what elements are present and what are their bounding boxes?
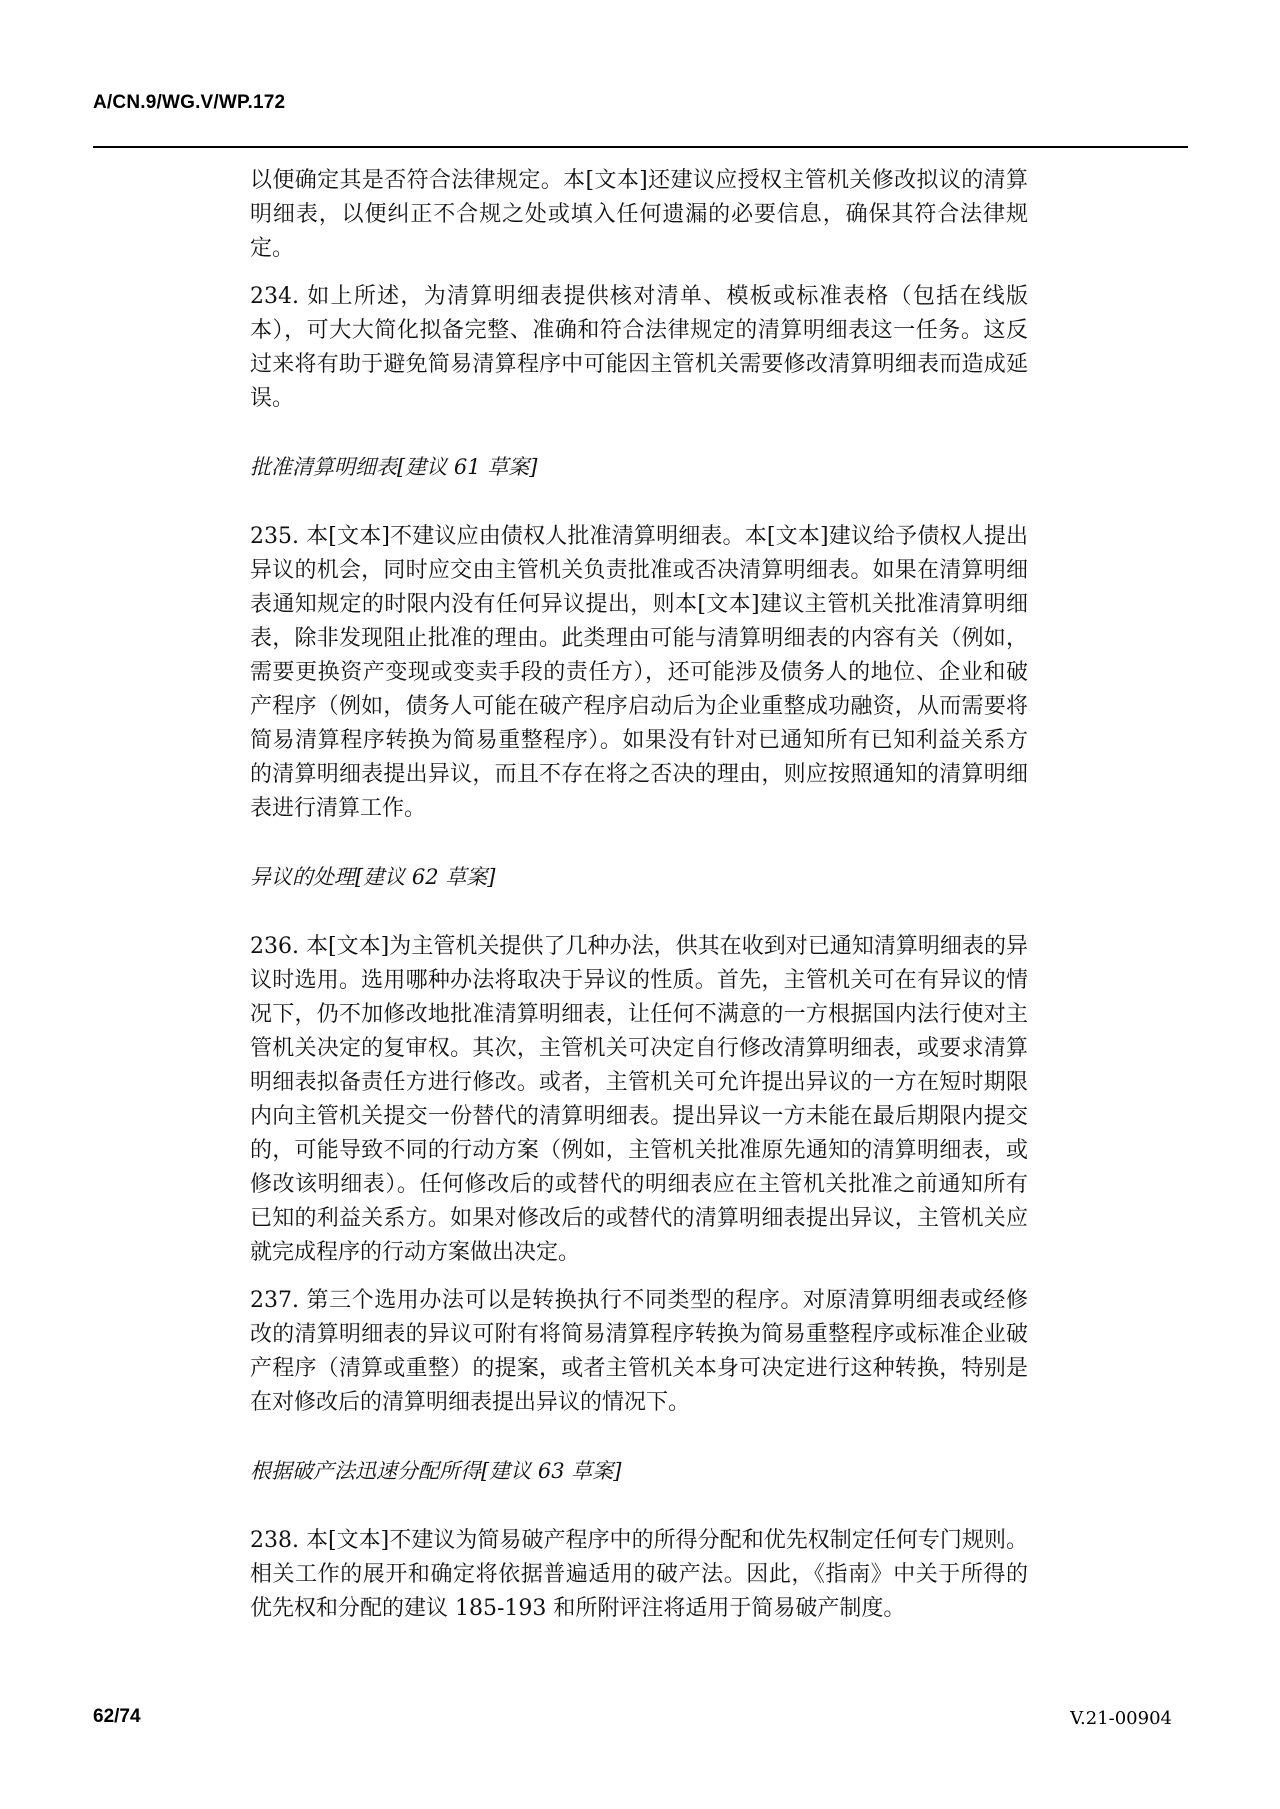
header-rule [93, 146, 1188, 148]
paragraph-intro-continuation: 以便确定其是否符合法律规定。本[文本]还建议应授权主管机关修改拟议的清算明细表，以便纠正不合规之处或填入任何遗漏的必要信息，确保其符合法律规定。 [250, 168, 1028, 261]
section-heading-recommendation-62: 异议的处理[建议 62 草案] [250, 865, 496, 889]
paragraph-237: 237. 第三个选用办法可以是转换执行不同类型的程序。对原清算明细表或经修改的清算明细表的异议可附有将简易清算程序转换为简易重整程序或标准企业破产程序（清算或重整）的提案，或者主管机关本身可决定进行这种转换，特别是在对修改后的清算明细表提出异议的情况下。 [250, 1288, 1028, 1415]
paragraph-238: 238. 本[文本]不建议为简易破产程序中的所得分配和优先权制定任何专门规则。相关工作的展开和确定将依据普遍适用的破产法。因此，《指南》中关于所得的优先权和分配的建议 185-193 和所附评注将适用于简易破产制度。 [250, 1528, 1028, 1621]
paragraph-236: 236. 本[文本]为主管机关提供了几种办法，供其在收到对已通知清算明细表的异议时选用。选用哪种办法将取决于异议的性质。首先，主管机关可在有异议的情况下，仍不加修改地批准清算明细表，让任何不满意的一方根据国内法行使对主管机关决定的复审权。其次，主管机关可决定自行修改清算明细表，或要求清算明细表拟备责任方进行修改。或者，主管机关可允许提出异议的一方在短时期限内向主管机关提交一份替代的清算明细表。提出异议一方未能在最后期限内提交的，可能导致不同的行动方案（例如，主管机关批准原先通知的清算明细表，或修改该明细表）。任何修改后的或替代的明细表应在主管机关批准之前通知所有已知的利益关系方。如果对修改后的或替代的清算明细表提出异议，主管机关应就完成程序的行动方案做出决定。 [250, 934, 1028, 1265]
section-heading-recommendation-61: 批准清算明细表[建议 61 草案] [250, 455, 538, 479]
document-body [250, 164, 1028, 1640]
doc-symbol: A/CN.9/WG.V/WP.172 [93, 92, 286, 113]
paragraph-234: 234. 如上所述，为清算明细表提供核对清单、模板或标准表格（包括在线版本），可大大简化拟备完整、准确和符合法律规定的清算明细表这一任务。这反过来将有助于避免简易清算程序中可能因主管机关需要修改清算明细表而造成延误。 [250, 284, 1028, 411]
footer-page-number: 62/74 [93, 1706, 141, 1727]
footer-doc-number: V.21-00904 [1070, 1708, 1172, 1729]
paragraph-235: 235. 本[文本]不建议应由债权人批准清算明细表。本[文本]建议给予债权人提出异议的机会，同时应交由主管机关负责批准或否决清算明细表。如果在清算明细表通知规定的时限内没有任何异议提出，则本[文本]建议主管机关批准清算明细表，除非发现阻止批准的理由。此类理由可能与清算明细表的内容有关（例如，需要更换资产变现或变卖手段的责任方），还可能涉及债务人的地位、企业和破产程序（例如，债务人可能在破产程序启动后为企业重整成功融资，从而需要将简易清算程序转换为简易重整程序）。如果没有针对已通知所有已知利益关系方的清算明细表提出异议，而且不存在将之否决的理由，则应按照通知的清算明细表进行清算工作。 [250, 524, 1028, 821]
section-heading-recommendation-63: 根据破产法迅速分配所得[建议 63 草案] [250, 1459, 622, 1483]
